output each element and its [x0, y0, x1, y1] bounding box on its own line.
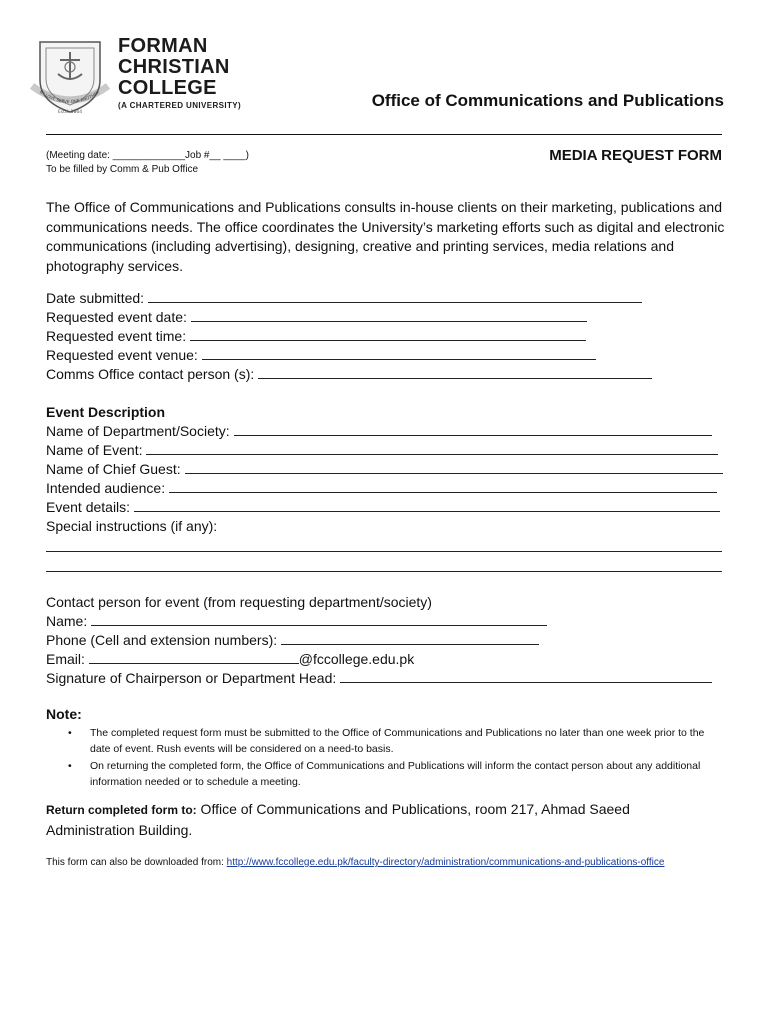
return-address: Office of Communications and Publications, room 217, Ahmad Saeed Administration Building. [46, 801, 630, 838]
event-date-input[interactable] [191, 308, 587, 322]
department-input[interactable] [234, 422, 712, 436]
email-label: Email: [46, 651, 85, 667]
download-text: This form can also be downloaded from: [46, 857, 227, 868]
signature-row [46, 669, 712, 688]
event-details-row [46, 498, 720, 517]
office-title: Office of Communications and Publications [371, 91, 724, 110]
event-date-label: Requested event date: [46, 309, 187, 325]
return-label: Return completed form to: [46, 803, 197, 817]
meeting-note: To be filled by Comm & Pub Office [46, 164, 199, 175]
event-time-input[interactable] [190, 327, 586, 341]
event-details-input[interactable] [134, 498, 720, 512]
event-description-heading: Event Description [46, 404, 166, 420]
special-instructions-line-1[interactable] [46, 551, 722, 552]
note-item-text: On returning the completed form, the Office of Communications and Publications will inform the contact person about any additional information needed or to schedule a meeting. [90, 760, 701, 788]
phone-label: Phone (Cell and extension numbers): [46, 632, 278, 648]
event-details-label: Event details: [46, 499, 131, 515]
logo-subtitle: (A CHARTERED UNIVERSITY) [118, 101, 242, 110]
return-instructions [46, 799, 706, 840]
chief-guest-row [46, 460, 723, 479]
note-title: Note: [46, 706, 82, 722]
event-time-row [46, 327, 586, 346]
comms-contact-row [46, 365, 652, 384]
department-row [46, 422, 712, 441]
contact-name-input[interactable] [91, 612, 547, 626]
event-name-row [46, 441, 718, 460]
contact-name-row [46, 612, 547, 631]
event-name-input[interactable] [146, 441, 718, 455]
contact-heading: Contact person for event (from requesting department/society) [46, 594, 432, 610]
email-domain: @fccollege.edu.pk [298, 651, 415, 667]
event-venue-input[interactable] [202, 346, 596, 360]
comms-contact-label: Comms Office contact person (s): [46, 366, 255, 382]
meeting-info [46, 149, 249, 177]
audience-row [46, 479, 717, 498]
intro-paragraph: The Office of Communications and Publications consults in-house clients on their marketing, publications and communications needs. The office coordinates the University’s marketing efforts such as digital and electronic communications (including advertising), designing, creative and printing services, media relations and photography services. [46, 199, 725, 274]
email-row [46, 650, 414, 669]
email-input[interactable] [89, 650, 299, 664]
date-submitted-row [46, 289, 642, 308]
form-title: MEDIA REQUEST FORM [549, 147, 722, 164]
logo-line-3: COLLEGE [118, 77, 217, 99]
college-logo [30, 34, 250, 116]
event-time-label: Requested event time: [46, 328, 187, 344]
crest-motto: BY LOVE SERVE ONE ANOTHER [38, 89, 101, 105]
phone-input[interactable] [281, 631, 539, 645]
logo-line-2: CHRISTIAN [118, 56, 230, 78]
special-instructions-line-2[interactable] [46, 571, 722, 572]
date-submitted-input[interactable] [148, 289, 642, 303]
logo-wordmark [118, 36, 241, 110]
logo-line-1: FORMAN [118, 35, 208, 57]
signature-label: Signature of Chairperson or Department Head: [46, 670, 337, 686]
chief-guest-input[interactable] [185, 460, 723, 474]
special-instructions-label: Special instructions (if any): [46, 518, 218, 534]
event-venue-label: Requested event venue: [46, 347, 198, 363]
bullet-icon: • [68, 727, 72, 739]
note-item [64, 759, 724, 790]
phone-row [46, 631, 539, 650]
download-link[interactable]: http://www.fccollege.edu.pk/faculty-directory/administration/communications-and-publications-office [226, 857, 665, 868]
event-name-label: Name of Event: [46, 442, 143, 458]
audience-input[interactable] [169, 479, 717, 493]
event-date-row [46, 308, 587, 327]
contact-name-label: Name: [46, 613, 88, 629]
audience-label: Intended audience: [46, 480, 166, 496]
note-item-text: The completed request form must be submitted to the Office of Communications and Publications no later than one week prior to the date of event. Rush events will be considered on a need-to basis. [90, 727, 705, 755]
department-label: Name of Department/Society: [46, 423, 230, 439]
date-submitted-label: Date submitted: [46, 290, 145, 306]
note-list [64, 726, 724, 792]
meeting-date-line: (Meeting date: _____________Job #__ ____) [46, 150, 249, 161]
note-item [64, 726, 724, 757]
header-divider [46, 134, 722, 135]
crest-year: Estd. 1864 [57, 110, 83, 115]
download-note [46, 856, 716, 870]
chief-guest-label: Name of Chief Guest: [46, 461, 181, 477]
comms-contact-input[interactable] [258, 365, 652, 379]
bullet-icon: • [68, 760, 72, 772]
event-venue-row [46, 346, 596, 365]
college-crest-icon [30, 34, 110, 116]
signature-input[interactable] [340, 669, 712, 683]
